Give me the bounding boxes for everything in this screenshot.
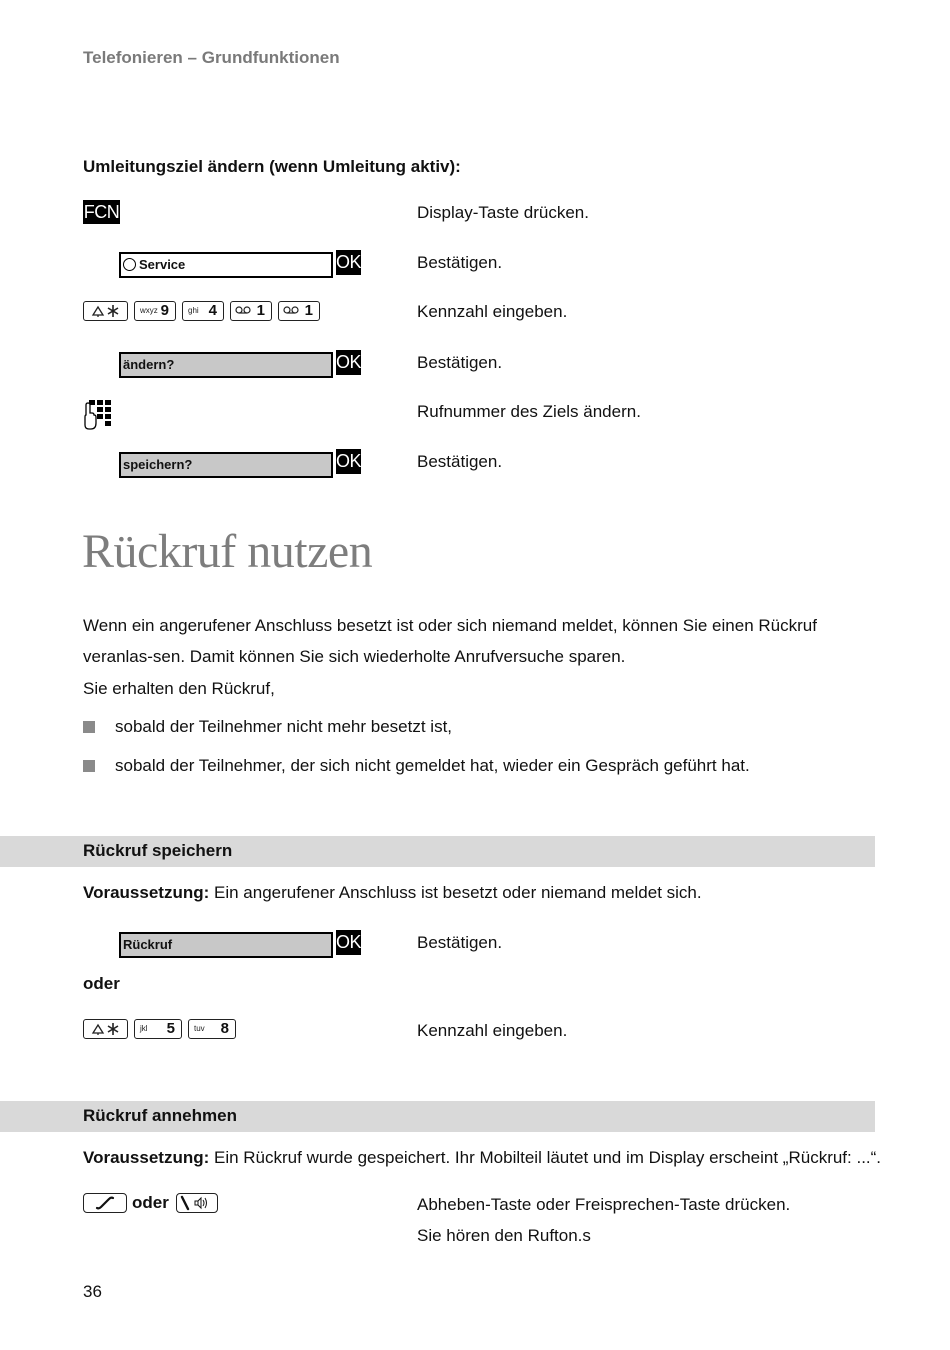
star-bell-icon — [84, 1020, 127, 1038]
handsfree-icon — [177, 1194, 217, 1212]
key-digit: 8 — [220, 1020, 229, 1037]
bullet-item — [83, 756, 750, 776]
oder-label: oder — [83, 974, 120, 993]
intro-lead: Sie erhalten den Rückruf, — [83, 679, 275, 698]
section-title-umleitungsziel: Umleitungsziel ändern (wenn Umleitung aktiv): — [83, 157, 461, 176]
prereq-text: Ein angerufener Anschluss ist besetzt oder niemand meldet sich. — [209, 883, 702, 902]
bullet-item — [83, 717, 452, 737]
step-description: Kennzahl eingeben. — [417, 1021, 568, 1040]
prereq-label: Voraussetzung: — [83, 883, 210, 902]
step-description: Display-Taste drücken. — [417, 203, 589, 222]
speaker-key — [176, 1193, 218, 1213]
key-1 — [230, 301, 272, 321]
bullet-text: sobald der Teilnehmer nicht mehr besetzt ist, — [115, 717, 453, 736]
step-description: Bestätigen. — [417, 253, 503, 272]
display-menu-speichern: speichern? — [119, 452, 333, 478]
key-sequence — [83, 301, 320, 323]
star-bell-icon — [84, 302, 127, 320]
key-letters: wxyz — [140, 306, 158, 315]
chapter-heading: Rückruf nutzen — [82, 525, 373, 578]
step-description: Abheben-Taste oder Freisprechen-Taste drücken. — [417, 1195, 791, 1214]
step-description: Kennzahl eingeben. — [417, 302, 568, 321]
key-digit: 4 — [208, 302, 217, 319]
key-digit: 1 — [256, 302, 265, 319]
key-sequence — [83, 1019, 236, 1041]
section-band-annehmen — [0, 1101, 875, 1132]
radio-circle-icon — [123, 258, 136, 271]
section-band-speichern — [0, 836, 875, 867]
section-title: Rückruf annehmen — [83, 1106, 237, 1125]
display-menu-aendern: ändern? — [119, 352, 333, 378]
handset-icon — [84, 1194, 126, 1212]
prerequisite-annehmen — [83, 1148, 881, 1168]
running-header: Telefonieren – Grundfunktionen — [83, 48, 340, 67]
ok-key: OK — [336, 250, 361, 275]
key-letters: jkl — [140, 1024, 148, 1033]
page-number: 36 — [83, 1282, 102, 1301]
star-key — [83, 301, 128, 321]
bullet-square-icon — [83, 760, 95, 772]
voicemail-icon — [283, 306, 299, 316]
fcn-key: FCN — [83, 202, 120, 222]
talk-key — [83, 1193, 127, 1213]
intro-paragraph: Wenn ein angerufener Anschluss besetzt ist oder sich niemand meldet, können Sie einen Rückruf veranlas-sen. Damit können Sie sich wiederholte Anrufversuche sparen. — [83, 616, 817, 666]
key-digit: 5 — [166, 1020, 175, 1037]
step-description: Bestätigen. — [417, 933, 503, 952]
display-text: Service — [139, 257, 186, 272]
step-description: Rufnummer des Ziels ändern. — [417, 402, 641, 421]
display-menu-service — [119, 252, 333, 278]
section-title: Rückruf speichern — [83, 841, 233, 860]
key-digit: 1 — [304, 302, 313, 319]
voicemail-icon — [235, 306, 251, 316]
answer-keys — [83, 1193, 218, 1213]
step-description: Bestätigen. — [417, 353, 503, 372]
star-key — [83, 1019, 128, 1039]
key-9 — [134, 301, 176, 321]
ok-key: OK — [336, 449, 361, 474]
prerequisite-speichern — [83, 883, 702, 903]
ok-key: OK — [336, 350, 361, 375]
step-description: Bestätigen. — [417, 452, 503, 471]
key-letters: tuv — [194, 1024, 205, 1033]
key-5 — [134, 1019, 182, 1039]
prereq-label: Voraussetzung: — [83, 1148, 210, 1167]
key-8 — [188, 1019, 236, 1039]
prereq-text: Ein Rückruf wurde gespeichert. Ihr Mobilteil läutet und im Display erscheint „Rückruf: ...“. — [209, 1148, 882, 1167]
keypad-hand-icon — [83, 399, 115, 431]
step-description-continued: Sie hören den Rufton.s — [417, 1226, 591, 1245]
bullet-square-icon — [83, 721, 95, 733]
key-4 — [182, 301, 224, 321]
key-digit: 9 — [160, 302, 169, 319]
display-menu-rueckruf: Rückruf — [119, 932, 333, 958]
key-letters: ghi — [188, 306, 199, 315]
ok-key: OK — [336, 930, 361, 955]
key-1 — [278, 301, 320, 321]
oder-label: oder — [132, 1193, 169, 1212]
bullet-text: sobald der Teilnehmer, der sich nicht gemeldet hat, wieder ein Gespräch geführt hat. — [115, 756, 750, 775]
